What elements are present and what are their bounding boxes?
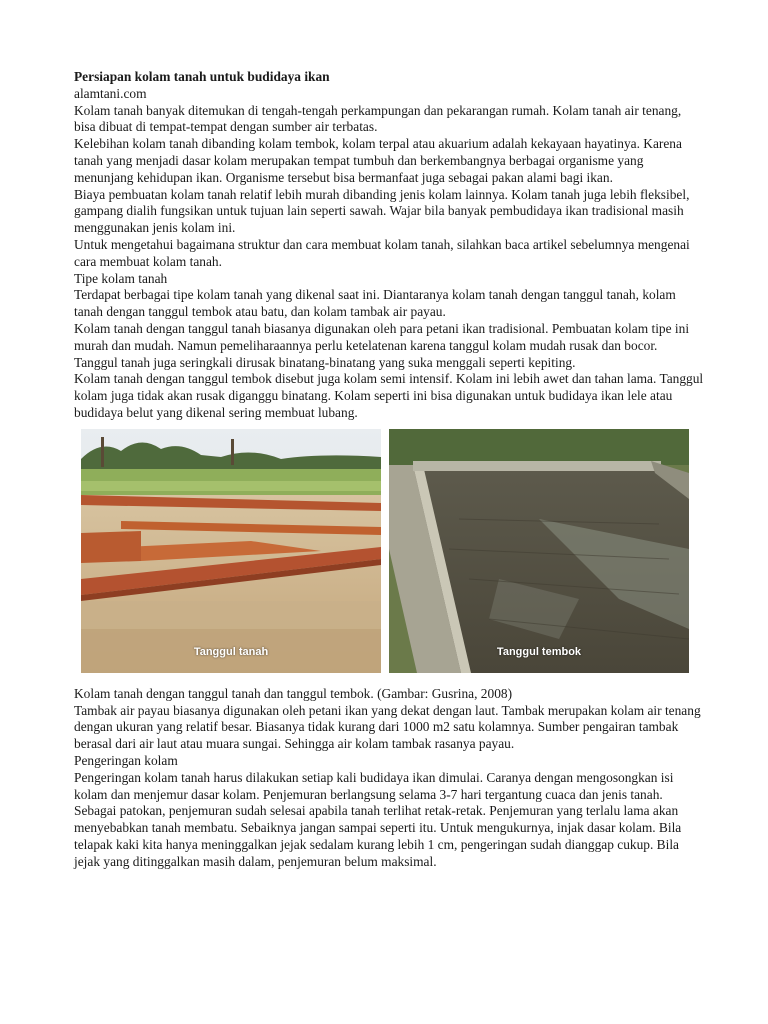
paragraph: Untuk mengetahui bagaimana struktur dan cara membuat kolam tanah, silahkan baca artikel sebelumnya mengenai cara membuat kolam tanah. [74,236,690,269]
paragraph: Sebagai patokan, penjemuran sudah selesai apabila tanah terlihat retak-retak. Penjemuran yang terlalu lama akan menyebabkan tanah membatu. Sebaiknya jangan sampai seperti itu. Untuk mengukurnya, injak dasar kolam. Bila telapak kaki kita hanya meninggalkan jejak sedalam kurang lebih 1 cm, pengeringan sudah dianggap cukup. Bila jejak yang ditinggalkan masih dalam, penjemuran belum maksimal. [74,803,682,869]
paragraph: Pengeringan kolam tanah harus dilakukan setiap kali budidaya ikan dimulai. Caranya dengan mengosongkan isi kolam dan menjemur dasar kolam. Penjemuran berlangsung selama 3-7 hari tergantung cuaca dan jenis tanah. [74,769,674,802]
earth-embankment-label: Tanggul tanah [193,645,269,658]
paragraph: Biaya pembuatan kolam tanah relatif lebih murah dibanding jenis kolam lainnya. Kolam tanah juga lebih fleksibel, gampang dialih fungsikan untuk tujuan lain seperti sawah. Wajar bila banyak pembudidaya ikan tradisional masih menggunakan jenis kolam ini. [74,186,690,236]
paragraph: Kolam tanah banyak ditemukan di tengah-tengah perkampungan dan pekarangan rumah. Kolam tanah air tenang, bisa dibuat di tempat-tempat dengan sumber air terbatas. [74,102,682,135]
brick-pond-illustration [389,429,689,673]
pond-figure [81,429,704,677]
article-source: alamtani.com [74,85,147,101]
paragraph: Terdapat berbagai tipe kolam tanah yang dikenal saat ini. Diantaranya kolam tanah dengan tanggul tanah, kolam tanah dengan tanggul tembok atau batu, dan kolam tambak air payau. [74,287,676,320]
section-heading-tipe-kolam: Tipe kolam tanah [74,270,168,286]
paragraph: Kolam tanah dengan tanggul tembok disebut juga kolam semi intensif. Kolam ini lebih awet dan tahan lama. Tanggul kolam juga tidak akan rusak diganggu binatang. Kolam seperti ini bisa digunakan untuk budidaya ikan lele atau budidaya belut yang dikenal sering membuat lubang. [74,371,704,420]
earth-pond-illustration [81,429,381,673]
document-content [74,69,704,871]
earth-embankment-photo [81,429,381,673]
paragraph: Tambak air payau biasanya digunakan oleh petani ikan yang dekat dengan laut. Tambak merupakan kolam air tenang dengan ukuran yang relatif besar. Biasanya tidak kurang dari 1000 m2 satu kolamnya. Sumber pengairan tambak berasal dari air laut atau muara sungai. Sehingga air kolam tambak rasanya payau. [74,702,701,752]
section-heading-pengeringan: Pengeringan kolam [74,752,178,768]
figure-caption: Kolam tanah dengan tanggul tanah dan tanggul tembok. (Gambar: Gusrina, 2008) [74,685,513,701]
article-title: Persiapan kolam tanah untuk budidaya ikan [74,69,330,84]
brick-embankment-label: Tanggul tembok [496,645,582,658]
brick-embankment-photo [389,429,689,673]
paragraph: Kelebihan kolam tanah dibanding kolam tembok, kolam terpal atau akuarium adalah kekayaan hayatinya. Karena tanah yang menjadi dasar kolam merupakan tempat tumbuh dan berkembangnya berbagai organisme yang menunjang kehidupan ikan. Organisme tersebut bisa bermanfaat juga sebagai pakan alami bagi ikan. [74,136,682,185]
paragraph: Kolam tanah dengan tanggul tanah biasanya digunakan oleh para petani ikan tradisional. Pembuatan kolam tipe ini murah dan mudah. Namun pemeliharaannya perlu ketelatenan karena tanggul kolam mudah rusak dan bocor. Tanggul tanah juga seringkali dirusak binatang-binatang yang suka menggali seperti kepiting. [74,320,690,370]
